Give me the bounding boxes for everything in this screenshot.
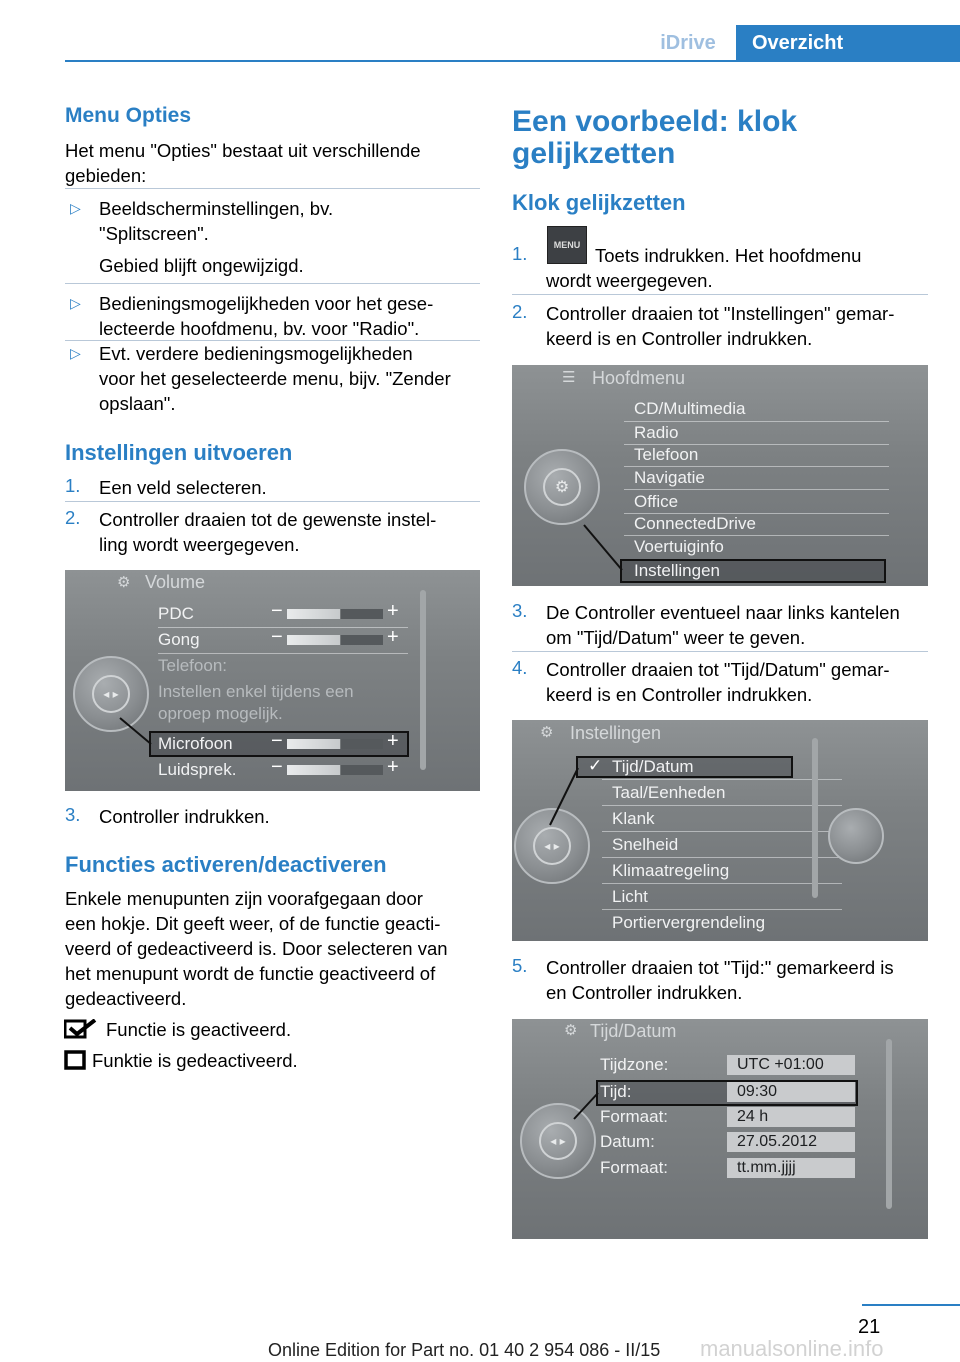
tijddatum-screen bbox=[512, 1019, 928, 1239]
settings-icon: ⚙ bbox=[540, 724, 554, 741]
minus-icon: − bbox=[271, 730, 283, 752]
setting-value: 24 h bbox=[727, 1107, 855, 1127]
functies-para-5: gedeactiveerd. bbox=[65, 988, 187, 1009]
setting-label: Datum: bbox=[600, 1132, 655, 1151]
plus-icon: + bbox=[387, 626, 399, 648]
edition-text: Online Edition for Part no. 01 40 2 954 086 - II/15 bbox=[268, 1340, 661, 1360]
left-step-2-line1: Controller draaien tot de gewenste instel- bbox=[99, 509, 437, 530]
bullet-1-line1: Beeldscherminstellingen, bv. bbox=[99, 198, 334, 219]
check-icon: ✓ bbox=[588, 756, 603, 775]
step-number: 2. bbox=[512, 301, 528, 322]
menu-item: Voertuiginfo bbox=[634, 537, 724, 556]
bullet-3-line3: opslaan". bbox=[99, 393, 176, 414]
step-number: 1. bbox=[65, 475, 81, 496]
functies-para-1: Enkele menupunten zijn voorafgegaan door bbox=[65, 888, 423, 909]
header-tab-overzicht: Overzicht bbox=[736, 25, 960, 61]
functies-para-3: veerd of gedeactiveerd is. Door selecteren van bbox=[65, 938, 448, 959]
bullet-3-line1: Evt. verdere bedieningsmogelijkheden bbox=[99, 343, 413, 364]
screen-row: Instellen enkel tijdens een bbox=[158, 682, 354, 701]
checked-box-icon bbox=[64, 1019, 98, 1039]
setting-value: 09:30 bbox=[727, 1082, 855, 1102]
screen-row: oproep mogelijk. bbox=[158, 704, 283, 723]
klok-subheading: Klok gelijkzetten bbox=[512, 190, 686, 215]
bullet-1-line2: "Splitscreen". bbox=[99, 223, 209, 244]
right-step-2-line1: Controller draaien tot "Instellingen" gemar- bbox=[546, 303, 895, 324]
instellingen-heading: Instellingen uitvoeren bbox=[65, 440, 293, 465]
functies-para-2: een hokje. Dit geeft weer, of de functie geacti- bbox=[65, 913, 441, 934]
right-step-1-line1: Toets indrukken. Het hoofdmenu bbox=[595, 245, 862, 266]
menu-item: Tijd/Datum bbox=[612, 757, 694, 776]
menu-opties-heading: Menu Opties bbox=[65, 104, 192, 127]
menu-item: CD/Multimedia bbox=[634, 399, 746, 418]
left-step-1: Een veld selecteren. bbox=[99, 477, 267, 498]
step-number: 5. bbox=[512, 955, 528, 976]
right-step-5-line1: Controller draaien tot "Tijd:" gemarkeerd is bbox=[546, 957, 894, 978]
screen-row: PDC bbox=[158, 604, 194, 623]
right-step-2-line2: keerd is en Controller indrukken. bbox=[546, 328, 813, 349]
watermark-text: manualsonline.info bbox=[700, 1336, 884, 1361]
menu-item: Licht bbox=[612, 887, 648, 906]
right-title-line2: gelijkzetten bbox=[512, 137, 676, 170]
menu-button-icon: MENU bbox=[547, 226, 587, 264]
activated-text: Functie is geactiveerd. bbox=[106, 1019, 292, 1040]
screen-title: Instellingen bbox=[570, 723, 662, 743]
screen-row: Luidsprek. bbox=[158, 760, 237, 779]
bullet-triangle-icon: ▷ bbox=[70, 295, 81, 311]
header-tab-idrive: iDrive bbox=[660, 31, 716, 54]
right-step-3-line2: om "Tijd/Datum" weer te geven. bbox=[546, 627, 806, 648]
menu-opties-intro-2: gebieden: bbox=[65, 165, 147, 186]
controller-knob-icon: ◂ ▸ bbox=[73, 656, 149, 732]
pointer-line bbox=[512, 365, 928, 586]
menu-opties-intro-1: Het menu "Opties" bestaat uit verschillende bbox=[65, 140, 421, 161]
minus-icon: − bbox=[271, 626, 283, 648]
settings-icon: ⚙ bbox=[564, 1022, 578, 1039]
menu-item: Klank bbox=[612, 809, 655, 828]
bullet-3-line2: voor het geselecteerde menu, bijv. "Zender bbox=[99, 368, 451, 389]
right-step-4-line1: Controller draaien tot "Tijd/Datum" gemar- bbox=[546, 659, 890, 680]
pointer-line bbox=[65, 570, 480, 791]
screen-title: Tijd/Datum bbox=[590, 1021, 677, 1041]
right-step-1-line2: wordt weergegeven. bbox=[546, 270, 713, 291]
volume-screen bbox=[65, 570, 480, 791]
bullet-triangle-icon: ▷ bbox=[70, 200, 81, 216]
menu-item: Office bbox=[634, 492, 679, 511]
menu-item: Telefoon bbox=[634, 445, 699, 464]
instellingen-screen bbox=[512, 720, 928, 941]
step-number: 3. bbox=[512, 600, 528, 621]
menu-item: Snelheid bbox=[612, 835, 679, 854]
deactivated-text: Funktie is gedeactiveerd. bbox=[92, 1050, 298, 1071]
header-rule bbox=[65, 60, 960, 62]
step-number: 2. bbox=[65, 507, 81, 528]
bullet-1-extra: Gebied blijft ongewijzigd. bbox=[99, 255, 304, 276]
bullet-2-line2: lecteerde hoofdmenu, bv. voor "Radio". bbox=[99, 318, 420, 339]
screen-row: Telefoon: bbox=[158, 656, 227, 675]
screen-title: Hoofdmenu bbox=[592, 368, 686, 388]
menu-item: Taal/Eenheden bbox=[612, 783, 726, 802]
setting-label: Formaat: bbox=[600, 1107, 669, 1126]
plus-icon: + bbox=[387, 730, 399, 752]
right-title-line1: Een voorbeeld: klok bbox=[512, 105, 798, 138]
minus-icon: − bbox=[271, 756, 283, 778]
step-number: 3. bbox=[65, 804, 81, 825]
setting-value: tt.mm.jjjj bbox=[727, 1158, 855, 1178]
setting-value: 27.05.2012 bbox=[727, 1132, 855, 1152]
screen-row: Gong bbox=[158, 630, 200, 649]
controller-knob-icon: ◂ ▸ bbox=[520, 1103, 596, 1179]
menu-item: Portiervergrendeling bbox=[612, 913, 766, 932]
bullet-2-line1: Bedieningsmogelijkheden voor het gese- bbox=[99, 293, 434, 314]
menu-item: Klimaatregeling bbox=[612, 861, 730, 880]
controller-knob-icon: ⚙ bbox=[524, 449, 600, 525]
screen-row: Microfoon bbox=[158, 734, 233, 753]
page-number: 21 bbox=[858, 1316, 881, 1338]
setting-label: Tijd: bbox=[600, 1082, 632, 1101]
setting-label: Tijdzone: bbox=[600, 1055, 669, 1074]
screen-title: Volume bbox=[145, 572, 206, 592]
step-number: 1. bbox=[512, 243, 528, 264]
bullet-triangle-icon: ▷ bbox=[70, 345, 81, 361]
setting-value: UTC +01:00 bbox=[727, 1055, 855, 1075]
functies-para-4: het menupunt wordt de functie geactiveerd of bbox=[65, 963, 436, 984]
controller-knob-icon: ◂ ▸ bbox=[514, 808, 590, 884]
left-step-3: Controller indrukken. bbox=[99, 806, 270, 827]
pointer-line bbox=[512, 1019, 928, 1239]
functies-heading: Functies activeren/deactiveren bbox=[65, 852, 387, 877]
step-number: 4. bbox=[512, 657, 528, 678]
hoofdmenu-screen bbox=[512, 365, 928, 586]
menu-item: ConnectedDrive bbox=[634, 514, 756, 533]
setting-label: Formaat: bbox=[600, 1158, 669, 1177]
left-step-2-line2: ling wordt weergegeven. bbox=[99, 534, 300, 555]
right-step-5-line2: en Controller indrukken. bbox=[546, 982, 743, 1003]
pointer-line bbox=[512, 720, 928, 941]
settings-icon: ⚙ bbox=[117, 574, 131, 591]
right-step-4-line2: keerd is en Controller indrukken. bbox=[546, 684, 813, 705]
plus-icon: + bbox=[387, 600, 399, 622]
plus-icon: + bbox=[387, 756, 399, 778]
minus-icon: − bbox=[271, 600, 283, 622]
menu-item: Navigatie bbox=[634, 468, 705, 487]
menu-item: Instellingen bbox=[634, 561, 721, 580]
unchecked-box-icon bbox=[64, 1050, 86, 1070]
menu-item: Radio bbox=[634, 423, 679, 442]
right-step-3-line1: De Controller eventueel naar links kantelen bbox=[546, 602, 900, 623]
footer-rule bbox=[862, 1304, 960, 1306]
list-icon: ☰ bbox=[562, 369, 576, 386]
